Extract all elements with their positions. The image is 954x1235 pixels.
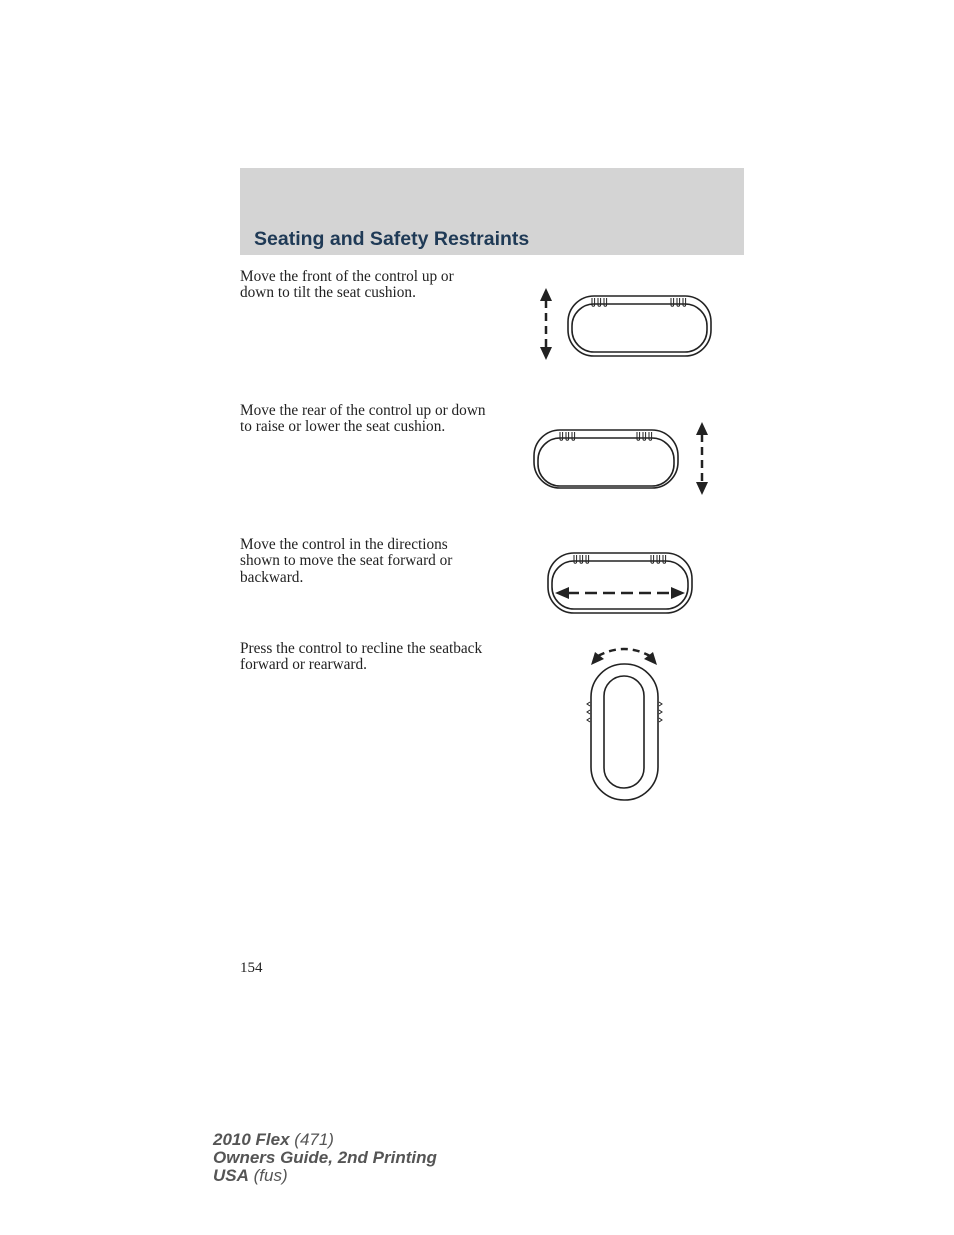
section-header-band [240,168,744,255]
section-title: Seating and Safety Restraints [254,228,530,250]
seatback-recline-control-icon [582,644,666,804]
seat-height-control-icon [530,418,720,500]
footer-line-model: 2010 Flex (471) [213,1130,334,1149]
instruction-text-tilt: Move the front of the control up or down to tilt the seat cushion. [240,268,454,302]
instruction-text-fore-aft: Move the control in the directions shown to move the seat forward or backward. [240,536,453,586]
document-footer [213,1131,437,1185]
page-number: 154 [240,960,263,976]
seat-fore-aft-control-icon [545,550,697,618]
instruction-text-recline: Press the control to recline the seatback forward or rearward. [240,640,483,674]
footer-line-market: USA (fus) [213,1166,288,1185]
seat-tilt-control-icon [530,284,720,364]
instruction-text-height: Move the rear of the control up or down to raise or lower the seat cushion. [240,402,486,436]
footer-line-guide: Owners Guide, 2nd Printing [213,1148,437,1167]
